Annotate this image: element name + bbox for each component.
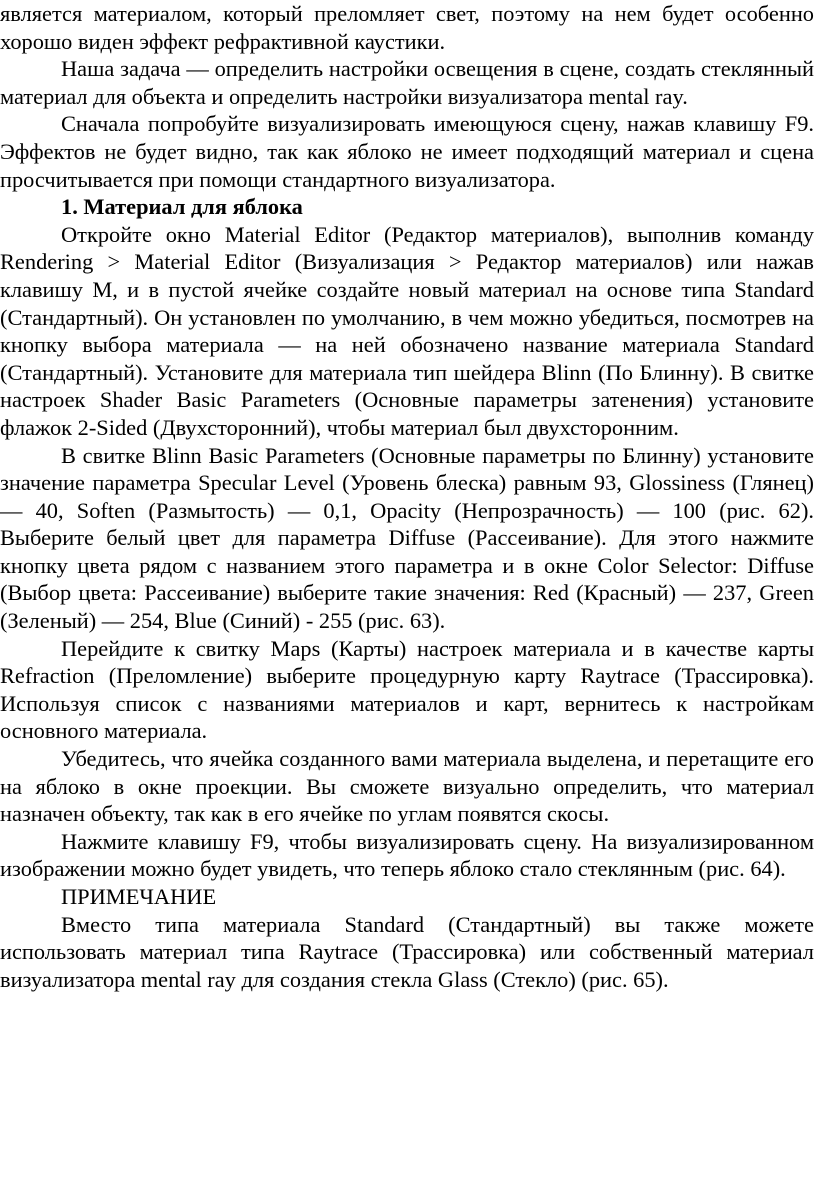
- paragraph-first-render: Сначала попробуйте визуализировать имеющуюся сцену, нажав клавишу F9. Эффектов не будет видно, так как яблоко не имеет подходящий материал и сцена просчитывается при помощи стандартного визуализатора.: [0, 111, 814, 192]
- paragraph-note: Вместо типа материала Standard (Стандартный) вы также можете использовать материал типа Raytrace (Трассировка) или собственный материал визуализатора mental ray для создания стекла Glass (Стекло) (рис. 65).: [0, 911, 814, 992]
- paragraph-material-editor: Откройте окно Material Editor (Редактор материалов), выполнив команду Rendering > Material Editor (Визуализация > Редактор материалов) или нажав клавишу M, и в пустой ячейке создайте новый материал на основе типа Standard (Стандартный). Он установлен по умолчанию, в чем можно убедиться, посмотрев на кнопку выбора материала — на ней обозначено название материала Standard (Стандартный). Установите для материала тип шейдера Blinn (По Блинну). В свитке настроек Shader Basic Parameters (Основные параметры затенения) установите флажок 2-Sided (Двухсторонний), чтобы материал был двухсторонним.: [0, 221, 814, 440]
- paragraph-render-result: Нажмите клавишу F9, чтобы визуализировать сцену. На визуализированном изображении можно будет увидеть, что теперь яблоко стало стеклянным (рис. 64).: [0, 828, 814, 882]
- paragraph-blinn-parameters: В свитке Blinn Basic Parameters (Основные параметры по Блинну) установите значение параметра Specular Level (Уровень блеска) равным 93, Glossiness (Глянец) — 40, Soften (Размытость) — 0,1, Opacity (Непрозрачность) — 100 (рис. 62). Выберите белый цвет для параметра Diffuse (Рассеивание). Для этого нажмите кнопку цвета рядом с названием этого параметра и в окне Color Selector: Diffuse (Выбор цвета: Рассеивание) выберите такие значения: Red (Красный) — 237, Green (Зеленый) — 254, Blue (Синий) - 255 (рис. 63).: [0, 442, 814, 634]
- paragraph-task: Наша задача — определить настройки освещения в сцене, создать стеклянный материал для объекта и определить настройки визуализатора mental ray.: [0, 56, 814, 109]
- paragraph-intro-continuation: является материалом, который преломляет свет, поэтому на нем будет особенно хорошо виден эффект рефрактивной каустики.: [0, 1, 814, 54]
- section-heading: 1. Материал для яблока: [61, 194, 303, 220]
- paragraph-maps: Перейдите к свитку Maps (Карты) настроек материала и в качестве карты Refraction (Преломление) выберите процедурную карту Raytrace (Трассировка). Используя список с названиями материалов и карт, вернитесь к настройкам основного материала.: [0, 635, 814, 744]
- note-label: ПРИМЕЧАНИЕ: [61, 884, 217, 909]
- paragraph-assign-material: Убедитесь, что ячейка созданного вами материала выделена, и перетащите его на яблоко в окне проекции. Вы сможете визуально определить, что материал назначен объекту, так как в его ячейке по углам появятся скосы.: [0, 746, 814, 827]
